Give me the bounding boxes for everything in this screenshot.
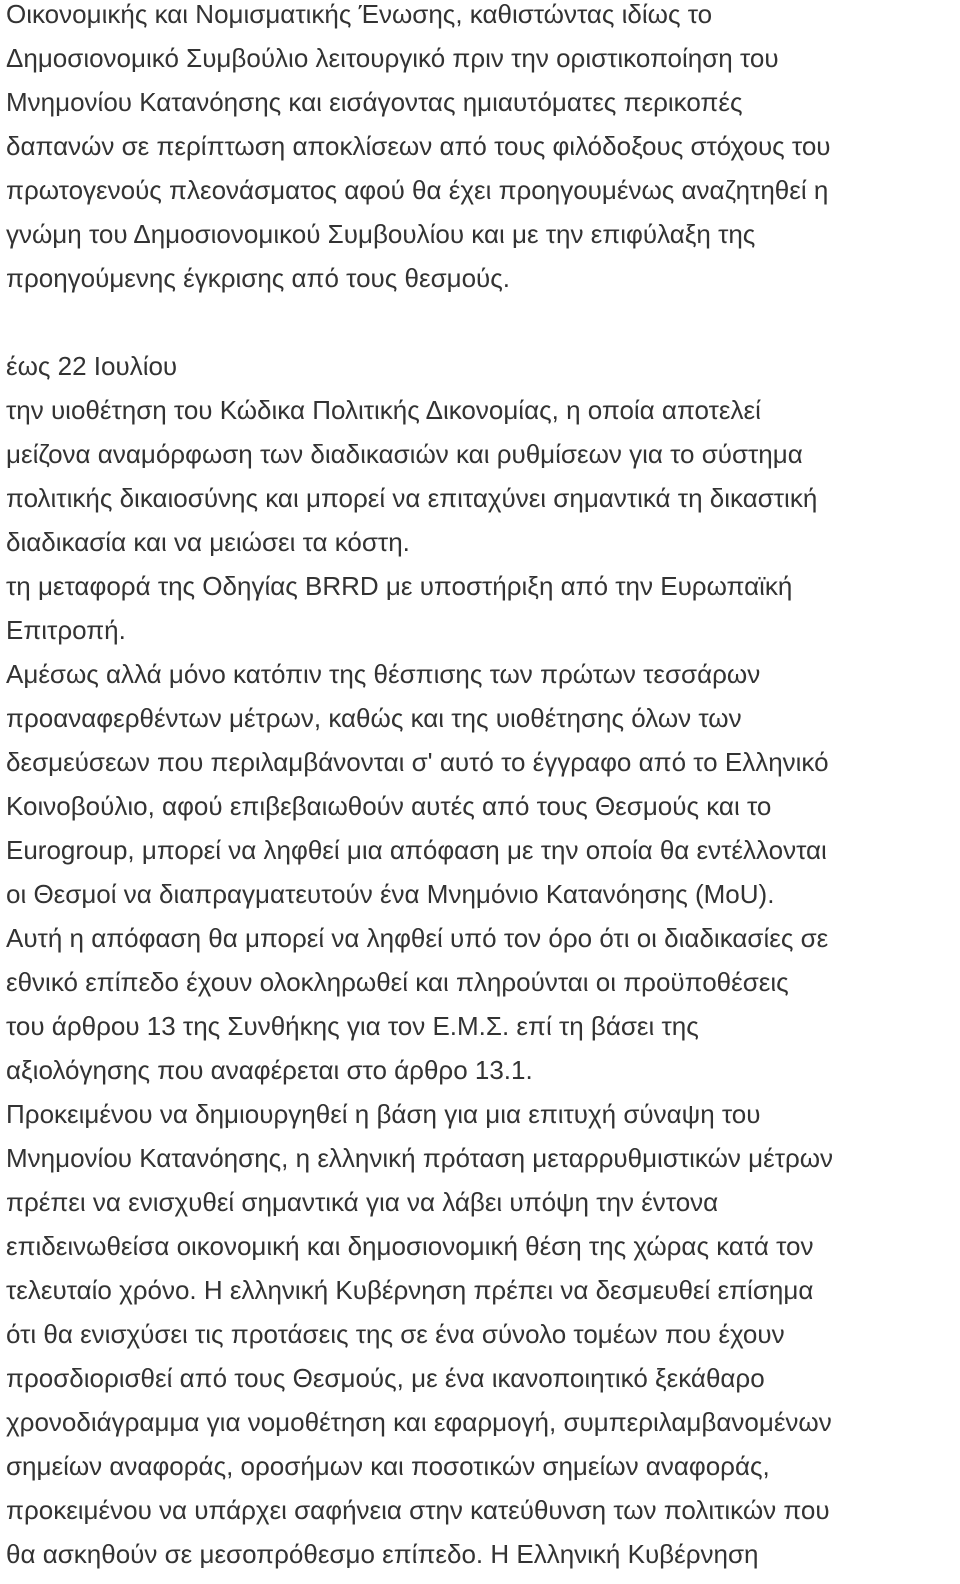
text-line: Eurogroup, μπορεί να ληφθεί μια απόφαση με την οποία θα εντέλλονται: [6, 835, 827, 865]
text-line: προκειμένου να υπάρχει σαφήνεια στην κατεύθυνση των πολιτικών που: [6, 1495, 830, 1525]
text-line: προαναφερθέντων μέτρων, καθώς και της υιοθέτησης όλων των: [6, 703, 742, 733]
deadline-heading: [6, 344, 954, 388]
text-line: τελευταίο χρόνο. Η ελληνική Κυβέρνηση πρέπει να δεσμευθεί επίσημα: [6, 1275, 814, 1305]
text-line: Προκειμένου να δημιουργηθεί η βάση για μια επιτυχή σύναψη του: [6, 1099, 761, 1129]
text-line: ότι θα ενισχύσει τις προτάσεις της σε ένα σύνολο τομέων που έχουν: [6, 1319, 785, 1349]
text-line: Δημοσιονομικό Συμβούλιο λειτουργικό πριν την οριστικοποίηση του: [6, 43, 779, 73]
text-line: έως 22 Ιουλίου: [6, 351, 178, 381]
text-line: τη μεταφορά της Οδηγίας BRRD με υποστήριξη από την Ευρωπαϊκή: [6, 571, 793, 601]
text-line: προηγούμενης έγκρισης από τους θεσμούς.: [6, 263, 511, 293]
paragraph-brrd: [6, 564, 954, 652]
text-line: Οικονομικής και Νομισματικής Ένωσης, καθιστώντας ιδίως το: [6, 0, 713, 29]
text-line: Μνημονίου Κατανόησης και εισάγοντας ημιαυτόματες περικοπές: [6, 87, 743, 117]
text-line: Αμέσως αλλά μόνο κατόπιν της θέσπισης των πρώτων τεσσάρων: [6, 659, 761, 689]
text-line: πρέπει να ενισχυθεί σημαντικά για να λάβει υπόψη την έντονα: [6, 1187, 719, 1217]
text-line: Κοινοβούλιο, αφού επιβεβαιωθούν αυτές από τους Θεσμούς και το: [6, 791, 772, 821]
paragraph-reform-proposal: [6, 1092, 954, 1576]
paragraph-spacer: [6, 300, 954, 344]
text-line: διαδικασία και να μειώσει τα κόστη.: [6, 527, 410, 557]
paragraph-mou-decision: [6, 652, 954, 1092]
text-line: δεσμεύσεων που περιλαμβάνονται σ' αυτό το έγγραφο από το Ελληνικό: [6, 747, 829, 777]
text-line: Μνημονίου Κατανόησης, η ελληνική πρόταση μεταρρυθμιστικών μέτρων: [6, 1143, 834, 1173]
text-line: προσδιορισθεί από τους Θεσμούς, με ένα ικανοποιητικό ξεκάθαρο: [6, 1363, 765, 1393]
text-line: σημείων αναφοράς, οροσήμων και ποσοτικών σημείων αναφοράς,: [6, 1451, 770, 1481]
text-line: δαπανών σε περίπτωση αποκλίσεων από τους φιλόδοξους στόχους του: [6, 131, 831, 161]
text-line: πολιτικής δικαιοσύνης και μπορεί να επιταχύνει σημαντικά τη δικαστική: [6, 483, 818, 513]
text-line: την υιοθέτηση του Κώδικα Πολιτικής Δικονομίας, η οποία αποτελεί: [6, 395, 761, 425]
text-line: επιδεινωθείσα οικονομική και δημοσιονομική θέση της χώρας κατά τον: [6, 1231, 814, 1261]
text-line: θα ασκηθούν σε μεσοπρόθεσμο επίπεδο. Η Ελληνική Κυβέρνηση: [6, 1539, 759, 1569]
paragraph-continuation: [6, 0, 954, 300]
text-line: Επιτροπή.: [6, 615, 126, 645]
text-line: οι Θεσμοί να διαπραγματευτούν ένα Μνημόνιο Κατανόησης (MoU).: [6, 879, 775, 909]
paragraph-civil-procedure: [6, 388, 954, 564]
text-line: Αυτή η απόφαση θα μπορεί να ληφθεί υπό τον όρο ότι οι διαδικασίες σε: [6, 923, 829, 953]
text-line: πρωτογενούς πλεονάσματος αφού θα έχει προηγουμένως αναζητηθεί η: [6, 175, 829, 205]
text-line: μείζονα αναμόρφωση των διαδικασιών και ρυθμίσεων για το σύστημα: [6, 439, 803, 469]
text-line: αξιολόγησης που αναφέρεται στο άρθρο 13.1.: [6, 1055, 533, 1085]
text-line: γνώμη του Δημοσιονομικού Συμβουλίου και με την επιφύλαξη της: [6, 219, 756, 249]
text-line: χρονοδιάγραμμα για νομοθέτηση και εφαρμογή, συμπεριλαμβανομένων: [6, 1407, 832, 1437]
text-line: εθνικό επίπεδο έχουν ολοκληρωθεί και πληρούνται οι προϋποθέσεις: [6, 967, 789, 997]
text-line: του άρθρου 13 της Συνθήκης για τον Ε.Μ.Σ. επί τη βάσει της: [6, 1011, 699, 1041]
